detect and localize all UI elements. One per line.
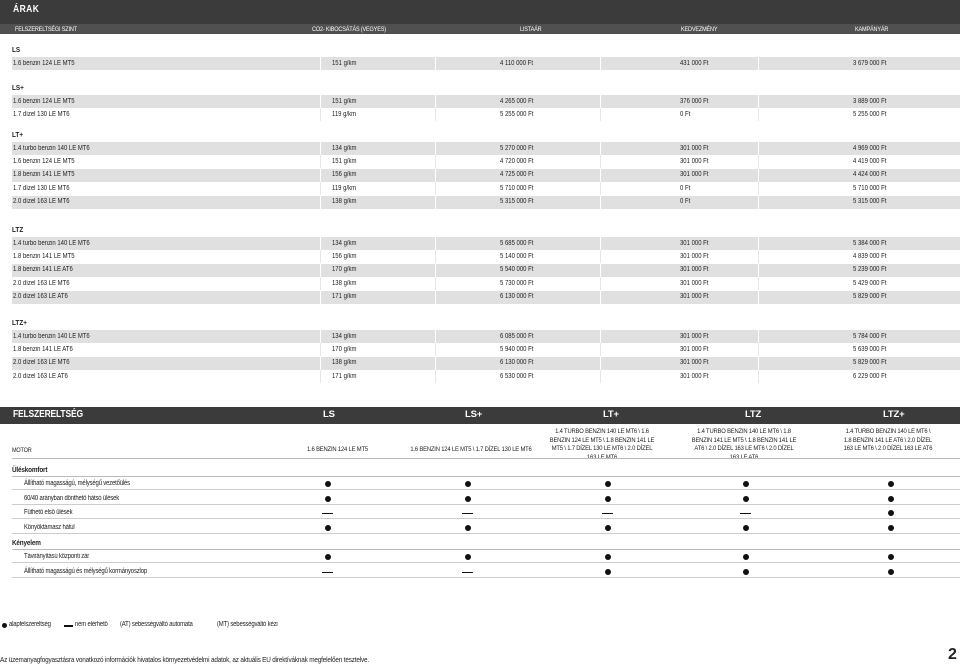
price-cell: 5 784 000 Ft xyxy=(853,332,887,340)
price-cell: 5 384 000 Ft xyxy=(853,239,887,247)
column-separator xyxy=(435,237,436,250)
price-cell: 119 g/km xyxy=(332,110,357,118)
price-header-cell: KEDVEZMÉNY xyxy=(681,26,718,33)
price-cell: 0 Ft xyxy=(680,198,691,206)
column-separator xyxy=(435,142,436,155)
price-cell: 0 Ft xyxy=(680,184,691,192)
price-cell: 5 429 000 Ft xyxy=(853,279,887,287)
price-cell: 4 424 000 Ft xyxy=(853,171,887,179)
standard-dot-icon xyxy=(465,481,471,487)
column-separator xyxy=(435,95,436,108)
column-separator xyxy=(600,330,601,343)
price-cell: 171 g/km xyxy=(332,293,357,301)
price-row xyxy=(12,182,960,195)
price-cell: 1.7 dízel 130 LE MT6 xyxy=(13,184,70,192)
price-cell: 301 000 Ft xyxy=(680,157,709,165)
column-separator xyxy=(600,182,601,195)
price-cell: 2.0 dízel 163 LE AT6 xyxy=(13,372,68,380)
price-cell: 119 g/km xyxy=(332,184,357,192)
price-row xyxy=(12,250,960,263)
column-separator xyxy=(320,330,321,343)
column-separator xyxy=(435,277,436,290)
price-cell: 301 000 Ft xyxy=(680,252,709,260)
price-cell: 1.8 benzin 141 LE MT5 xyxy=(13,171,75,179)
column-separator xyxy=(600,291,601,304)
column-separator xyxy=(320,370,321,383)
price-row xyxy=(12,196,960,209)
price-cell: 301 000 Ft xyxy=(680,332,709,340)
feature-label: Állítható magasságú, mélységű vezetőülés xyxy=(24,480,130,487)
column-separator xyxy=(320,250,321,263)
column-separator xyxy=(320,57,321,70)
price-cell: 5 255 000 Ft xyxy=(500,110,534,118)
equipment-row xyxy=(12,522,960,534)
column-separator xyxy=(320,95,321,108)
standard-dot-icon xyxy=(325,481,331,487)
price-cell: 2.0 dízel 163 LE AT6 xyxy=(13,293,68,301)
price-cell: 301 000 Ft xyxy=(680,279,709,287)
column-separator xyxy=(320,264,321,277)
price-group-label: LTZ xyxy=(12,225,24,234)
column-separator xyxy=(600,95,601,108)
price-row xyxy=(12,291,960,304)
standard-dot-icon xyxy=(605,525,611,531)
price-row xyxy=(12,264,960,277)
price-header-cell: CO2- KIBOCSÁTÁS (VEGYES) xyxy=(312,26,386,33)
price-cell: 138 g/km xyxy=(332,279,357,287)
column-separator xyxy=(758,237,759,250)
column-separator xyxy=(435,108,436,121)
price-cell: 5 710 000 Ft xyxy=(853,184,887,192)
legend-mt: (MT) sebességváltó kézi xyxy=(217,621,278,628)
column-separator xyxy=(320,196,321,209)
price-cell: 134 g/km xyxy=(332,144,357,152)
equipment-level-header: LTZ xyxy=(745,409,762,420)
column-separator xyxy=(758,357,759,370)
price-header-cell: FELSZERELTSÉGI SZINT xyxy=(15,26,77,33)
equipment-row xyxy=(12,551,960,563)
page-number: 2 xyxy=(948,646,957,663)
standard-dot-icon xyxy=(888,569,894,575)
price-row xyxy=(12,95,960,108)
price-cell: 6 530 000 Ft xyxy=(500,372,534,380)
column-separator xyxy=(435,357,436,370)
standard-dot-icon xyxy=(605,554,611,560)
motor-spec: 1.4 TURBO BENZIN 140 LE MT6 \ 1.8 BENZIN 141 LE AT6 \ 2.0 DÍZEL 163 LE MT6 \ 2.0 DÍZEL 163 LE AT6 xyxy=(843,428,933,453)
price-cell: 4 725 000 Ft xyxy=(500,171,534,179)
column-separator xyxy=(758,95,759,108)
not-available-dash-icon xyxy=(462,572,473,574)
column-separator xyxy=(600,169,601,182)
column-separator xyxy=(320,169,321,182)
price-cell: 3 889 000 Ft xyxy=(853,97,887,105)
column-separator xyxy=(758,155,759,168)
column-separator xyxy=(320,108,321,121)
price-cell: 5 315 000 Ft xyxy=(853,198,887,206)
column-separator xyxy=(600,237,601,250)
price-cell: 5 239 000 Ft xyxy=(853,266,887,274)
price-cell: 134 g/km xyxy=(332,239,357,247)
price-cell: 6 229 000 Ft xyxy=(853,372,887,380)
prices-header-row xyxy=(0,24,960,34)
equipment-level-header: LT+ xyxy=(603,409,619,420)
standard-dot-icon xyxy=(465,554,471,560)
price-cell: 6 085 000 Ft xyxy=(500,332,534,340)
price-cell: 5 315 000 Ft xyxy=(500,198,534,206)
standard-dot-icon xyxy=(325,554,331,560)
column-separator xyxy=(435,264,436,277)
equipment-section-title: Üléskomfort xyxy=(12,465,48,474)
column-separator xyxy=(758,196,759,209)
price-cell: 138 g/km xyxy=(332,198,357,206)
equipment-level-header: LTZ+ xyxy=(883,409,905,420)
column-separator xyxy=(600,196,601,209)
price-cell: 301 000 Ft xyxy=(680,293,709,301)
column-separator xyxy=(435,182,436,195)
price-cell: 5 255 000 Ft xyxy=(853,110,887,118)
footnote: Az üzemanyagfogyasztásra vonatkozó információk hivatalos környezetvédelmi adatok, az aktuális EU direktíváknak megfelelően tesztelve. xyxy=(0,655,369,664)
column-separator xyxy=(600,250,601,263)
legend-not-available: nem elérhető xyxy=(75,621,108,628)
column-separator xyxy=(320,357,321,370)
price-cell: 2.0 dízel 163 LE MT6 xyxy=(13,198,70,206)
column-separator xyxy=(758,277,759,290)
price-row xyxy=(12,142,960,155)
feature-label: Távirányítású központi zár xyxy=(24,553,90,561)
price-cell: 3 679 000 Ft xyxy=(853,59,887,67)
not-available-dash-icon xyxy=(322,513,333,515)
price-cell: 5 940 000 Ft xyxy=(500,345,534,353)
price-cell: 4 110 000 Ft xyxy=(500,59,533,67)
price-cell: 1.8 benzin 141 LE AT6 xyxy=(13,345,73,353)
section-underline xyxy=(12,476,960,477)
price-cell: 5 639 000 Ft xyxy=(853,345,887,353)
column-separator xyxy=(320,142,321,155)
price-cell: 5 270 000 Ft xyxy=(500,144,534,152)
price-cell: 151 g/km xyxy=(332,59,357,67)
price-cell: 301 000 Ft xyxy=(680,372,709,380)
price-cell: 301 000 Ft xyxy=(680,345,709,353)
column-separator xyxy=(758,57,759,70)
price-cell: 2.0 dízel 163 LE MT6 xyxy=(13,279,70,287)
column-separator xyxy=(758,264,759,277)
price-cell: 134 g/km xyxy=(332,332,357,340)
motor-spec: 1.6 BENZIN 124 LE MT5 \ 1.7 DÍZEL 130 LE MT6 xyxy=(410,446,532,453)
price-cell: 5 540 000 Ft xyxy=(500,266,534,274)
price-cell: 301 000 Ft xyxy=(680,359,709,367)
column-separator xyxy=(758,169,759,182)
column-separator xyxy=(435,155,436,168)
motor-spec: 1.4 TURBO BENZIN 140 LE MT6 \ 1.8 BENZIN 141 LE MT5 \ 1.8 BENZIN 141 LE AT6 \ 2.0 DÍZEL 163 LE MT6 \ 2.0 DÍZEL xyxy=(691,428,797,453)
column-separator xyxy=(435,169,436,182)
price-cell: 1.8 benzin 141 LE MT5 xyxy=(13,252,75,260)
standard-dot-icon xyxy=(325,496,331,502)
price-cell: 4 720 000 Ft xyxy=(500,157,534,165)
column-separator xyxy=(320,182,321,195)
standard-dot-icon xyxy=(743,496,749,502)
price-cell: 171 g/km xyxy=(332,372,357,380)
standard-dot-icon xyxy=(2,623,7,628)
standard-dot-icon xyxy=(605,496,611,502)
price-cell: 156 g/km xyxy=(332,252,357,260)
price-row xyxy=(12,343,960,356)
price-cell: 138 g/km xyxy=(332,359,357,367)
price-cell: 4 265 000 Ft xyxy=(500,97,534,105)
equipment-row xyxy=(12,507,960,519)
price-cell: 151 g/km xyxy=(332,97,357,105)
feature-label: Könyöktámasz hátul xyxy=(24,523,75,531)
price-cell: 1.6 benzin 124 LE MT5 xyxy=(13,59,75,67)
column-separator xyxy=(600,370,601,383)
standard-dot-icon xyxy=(605,569,611,575)
column-separator xyxy=(320,155,321,168)
column-separator xyxy=(435,57,436,70)
price-cell: 1.6 benzin 124 LE MT5 xyxy=(13,97,75,105)
column-separator xyxy=(320,237,321,250)
feature-label: Fűthető első ülések xyxy=(24,509,73,517)
price-group-label: LT+ xyxy=(12,130,24,139)
legend-standard: alapfelszereltség xyxy=(9,621,51,628)
equipment-title: FELSZERELTSÉG xyxy=(13,409,83,420)
column-separator xyxy=(435,330,436,343)
column-separator xyxy=(600,264,601,277)
price-cell: 301 000 Ft xyxy=(680,239,709,247)
column-separator xyxy=(435,291,436,304)
motor-row-bottom-border xyxy=(12,458,960,459)
price-cell: 431 000 Ft xyxy=(680,59,709,67)
standard-dot-icon xyxy=(888,525,894,531)
feature-label: Állítható magasságú és mélységű kormányoszlop xyxy=(24,568,147,575)
column-separator xyxy=(600,357,601,370)
column-separator xyxy=(600,155,601,168)
standard-dot-icon xyxy=(888,481,894,487)
not-available-dash-icon xyxy=(64,625,73,627)
price-group-label: LTZ+ xyxy=(12,318,27,327)
feature-label: 60/40 arányban dönthető hátsó ülések xyxy=(24,494,120,502)
motor-spec: 1.6 BENZIN 124 LE MT5 xyxy=(307,446,368,453)
column-separator xyxy=(600,108,601,121)
price-cell: 1.8 benzin 141 LE AT6 xyxy=(13,266,73,274)
price-row xyxy=(12,57,960,70)
price-row xyxy=(12,330,960,343)
standard-dot-icon xyxy=(743,525,749,531)
price-cell: 5 730 000 Ft xyxy=(500,279,534,287)
standard-dot-icon xyxy=(465,496,471,502)
standard-dot-icon xyxy=(325,525,331,531)
price-cell: 4 419 000 Ft xyxy=(853,157,887,165)
not-available-dash-icon xyxy=(740,513,751,515)
price-cell: 6 130 000 Ft xyxy=(500,293,534,301)
prices-title: ÁRAK xyxy=(13,4,40,15)
price-cell: 170 g/km xyxy=(332,266,357,274)
equipment-row xyxy=(12,493,960,505)
price-cell: 1.6 benzin 124 LE MT5 xyxy=(13,157,75,165)
not-available-dash-icon xyxy=(462,513,473,515)
standard-dot-icon xyxy=(888,554,894,560)
column-separator xyxy=(758,343,759,356)
price-header-cell: LISTAÁR xyxy=(520,26,542,33)
price-cell: 4 969 000 Ft xyxy=(853,144,887,152)
column-separator xyxy=(758,291,759,304)
motor-spec: 1.4 TURBO BENZIN 140 LE MT6 \ 1.6 BENZIN 124 LE MT5 \ 1.8 BENZIN 141 LE MT5 \ 1.7 DÍZEL 130 LE MT6 \ 2.0 DÍZEL xyxy=(549,428,655,453)
column-separator xyxy=(758,330,759,343)
price-row xyxy=(12,277,960,290)
column-separator xyxy=(435,196,436,209)
standard-dot-icon xyxy=(888,496,894,502)
price-cell: 156 g/km xyxy=(332,171,357,179)
price-cell: 4 839 000 Ft xyxy=(853,252,887,260)
price-row xyxy=(12,169,960,182)
legend-at: (AT) sebességváltó automata xyxy=(120,621,193,628)
price-cell: 6 130 000 Ft xyxy=(500,359,534,367)
column-separator xyxy=(758,142,759,155)
price-cell: 1.4 turbo benzin 140 LE MT6 xyxy=(13,239,90,247)
column-separator xyxy=(600,142,601,155)
price-cell: 1.4 turbo benzin 140 LE MT6 xyxy=(13,332,90,340)
prices-banner xyxy=(0,0,960,24)
standard-dot-icon xyxy=(743,481,749,487)
price-row xyxy=(12,108,960,121)
column-separator xyxy=(600,277,601,290)
equipment-level-header: LS xyxy=(323,409,335,420)
price-cell: 5 829 000 Ft xyxy=(853,293,887,301)
standard-dot-icon xyxy=(743,554,749,560)
legend xyxy=(0,620,600,632)
column-separator xyxy=(320,291,321,304)
standard-dot-icon xyxy=(888,510,894,516)
standard-dot-icon xyxy=(605,481,611,487)
price-row xyxy=(12,155,960,168)
price-cell: 151 g/km xyxy=(332,157,357,165)
price-cell: 1.4 turbo benzin 140 LE MT6 xyxy=(13,144,90,152)
price-cell: 1.7 dízel 130 LE MT6 xyxy=(13,110,70,118)
price-group-label: LS xyxy=(12,45,21,54)
price-cell: 5 685 000 Ft xyxy=(500,239,534,247)
column-separator xyxy=(758,182,759,195)
price-cell: 0 Ft xyxy=(680,110,691,118)
price-cell: 170 g/km xyxy=(332,345,357,353)
column-separator xyxy=(600,57,601,70)
standard-dot-icon xyxy=(465,525,471,531)
price-cell: 301 000 Ft xyxy=(680,171,709,179)
column-separator xyxy=(758,108,759,121)
price-cell: 5 140 000 Ft xyxy=(500,252,534,260)
not-available-dash-icon xyxy=(602,513,613,515)
equipment-row xyxy=(12,566,960,578)
column-separator xyxy=(435,343,436,356)
price-cell: 5 710 000 Ft xyxy=(500,184,534,192)
price-row xyxy=(12,237,960,250)
price-cell: 376 000 Ft xyxy=(680,97,709,105)
price-header-cell: KAMPÁNYÁR xyxy=(855,26,889,33)
column-separator xyxy=(435,370,436,383)
price-row xyxy=(12,357,960,370)
price-row xyxy=(12,370,960,383)
standard-dot-icon xyxy=(743,569,749,575)
column-separator xyxy=(435,250,436,263)
column-separator xyxy=(320,343,321,356)
motor-label: MOTOR xyxy=(12,447,32,454)
column-separator xyxy=(320,277,321,290)
not-available-dash-icon xyxy=(322,572,333,574)
column-separator xyxy=(758,250,759,263)
column-separator xyxy=(758,370,759,383)
price-cell: 5 829 000 Ft xyxy=(853,359,887,367)
equipment-level-header: LS+ xyxy=(465,409,483,420)
price-group-label: LS+ xyxy=(12,83,24,92)
price-cell: 2.0 dízel 163 LE MT6 xyxy=(13,359,70,367)
equipment-row xyxy=(12,478,960,490)
price-cell: 301 000 Ft xyxy=(680,266,709,274)
column-separator xyxy=(600,343,601,356)
price-cell: 301 000 Ft xyxy=(680,144,709,152)
equipment-section-title: Kényelem xyxy=(12,538,41,548)
section-underline xyxy=(12,549,960,550)
